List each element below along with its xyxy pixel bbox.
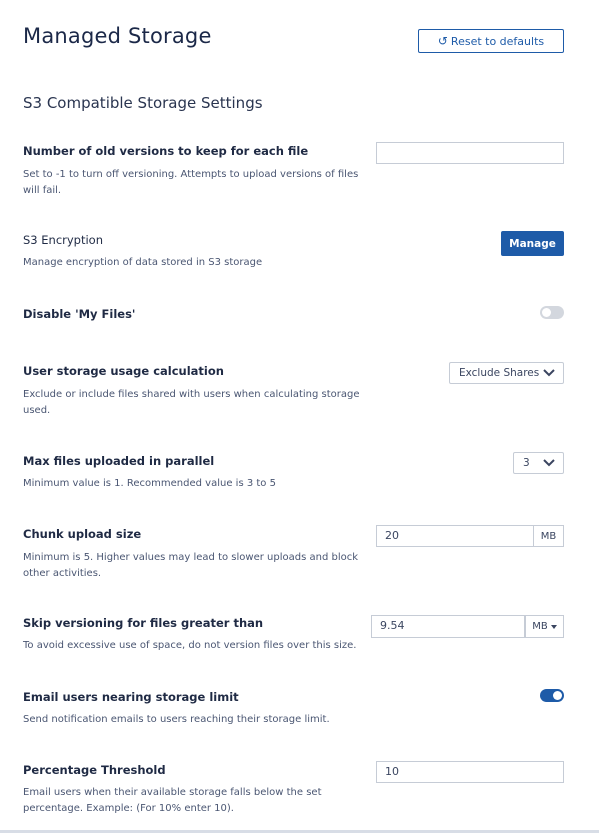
setting-label: Email users nearing storage limit (23, 690, 239, 704)
reset-button-label: Reset to defaults (450, 34, 545, 48)
page-title: Managed Storage (23, 24, 212, 48)
skip-versioning-input[interactable]: 9.54 (371, 615, 525, 638)
caret-down-icon (551, 625, 557, 629)
chunk-size-unit: MB (534, 525, 564, 547)
setting-label: Chunk upload size (23, 527, 142, 541)
setting-label: Skip versioning for files greater than (23, 616, 264, 630)
reset-to-defaults-button[interactable] (418, 29, 564, 53)
setting-description: Minimum is 5. Higher values may lead to slower uploads and block other activities. (23, 552, 359, 579)
setting-label: Max files uploaded in parallel (23, 454, 215, 468)
undo-icon: ↺ (437, 34, 448, 48)
setting-description: Email users when their available storage falls below the set percentage. Example: (For 10% enter 10). (23, 787, 322, 814)
section-title: S3 Compatible Storage Settings (23, 94, 263, 112)
usage-calculation-select[interactable] (449, 362, 564, 384)
old-versions-input[interactable] (376, 142, 564, 164)
setting-description: To avoid excessive use of space, do not version files over this size. (23, 640, 357, 651)
setting-disable-my-files (23, 307, 564, 321)
max-parallel-select[interactable] (513, 452, 564, 474)
skip-versioning-unit-dropdown[interactable] (525, 615, 564, 638)
disable-my-files-toggle[interactable] (540, 306, 564, 319)
setting-email-limit (23, 690, 564, 728)
setting-label: User storage usage calculation (23, 364, 224, 378)
setting-label: S3 Encryption (23, 233, 104, 247)
setting-s3-encryption (23, 233, 564, 271)
chevron-down-icon (543, 459, 555, 467)
chevron-down-icon (543, 369, 555, 377)
email-limit-toggle[interactable] (540, 689, 564, 702)
select-value: 3 (523, 457, 530, 469)
manage-encryption-button[interactable]: Manage (501, 231, 564, 256)
toggle-knob (553, 691, 562, 700)
chunk-size-input[interactable]: 20 (376, 525, 534, 547)
setting-label: Percentage Threshold (23, 763, 166, 777)
toggle-knob (542, 308, 551, 317)
setting-label: Number of old versions to keep for each file (23, 144, 309, 158)
percentage-threshold-input[interactable]: 10 (376, 761, 564, 783)
setting-description: Manage encryption of data stored in S3 storage (23, 257, 263, 268)
setting-description: Send notification emails to users reaching their storage limit. (23, 714, 330, 725)
setting-description: Set to -1 to turn off versioning. Attempts to upload versions of files will fail. (23, 169, 359, 196)
setting-description: Minimum value is 1. Recommended value is 3 to 5 (23, 478, 276, 489)
setting-label: Disable 'My Files' (23, 307, 136, 321)
unit-label: MB (532, 621, 548, 632)
setting-max-parallel (23, 454, 564, 492)
select-value: Exclude Shares (459, 367, 540, 379)
setting-description: Exclude or include files shared with users when calculating storage used. (23, 389, 360, 416)
